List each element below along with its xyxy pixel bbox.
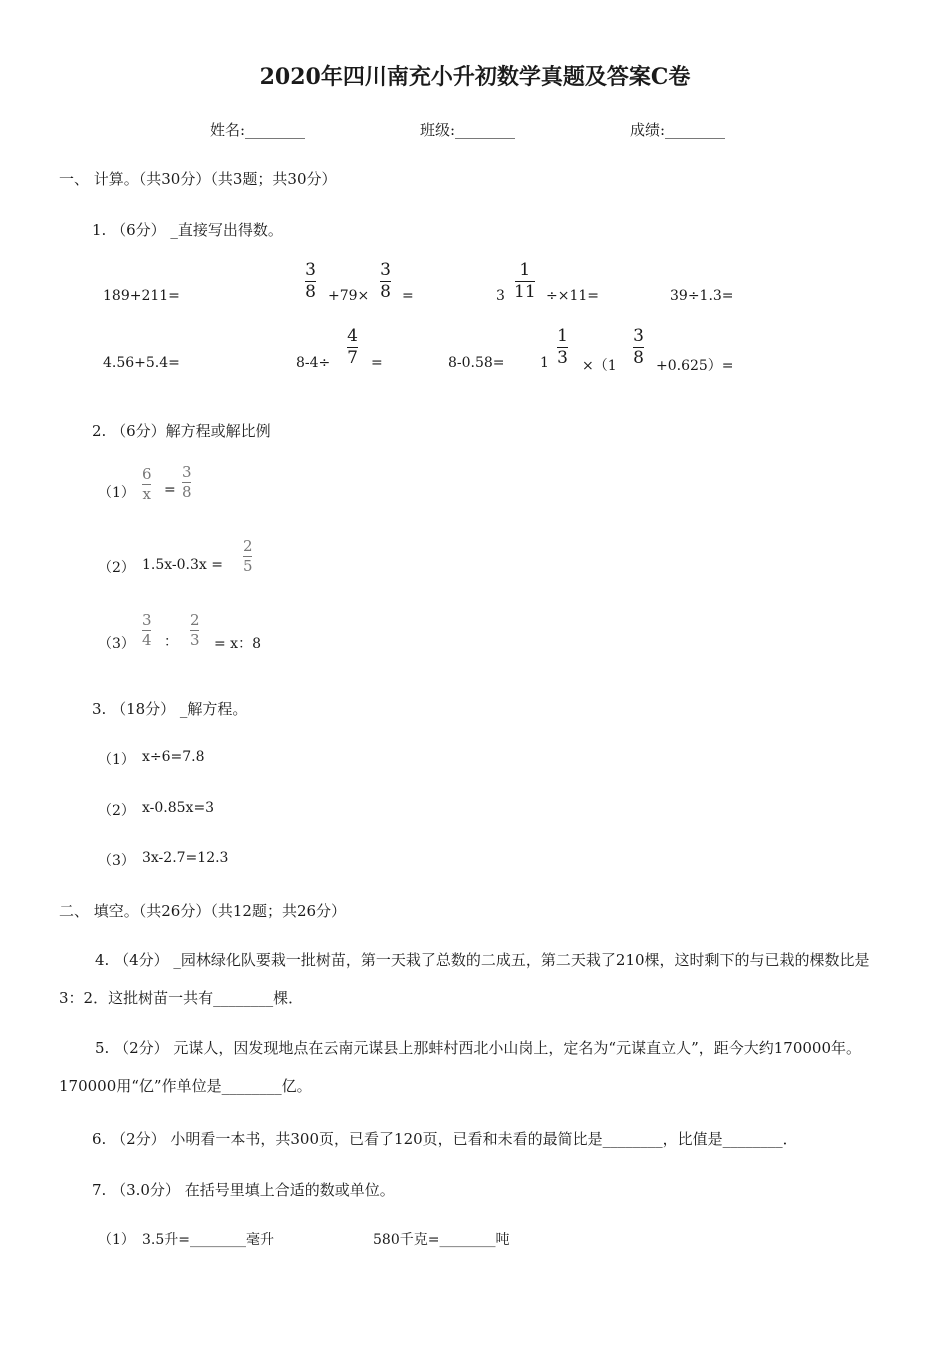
fraction [190,613,200,648]
q3-part-1-expression: x÷6=7.8 [142,749,205,765]
fraction-numerator: 3 [142,611,152,629]
fraction [182,465,192,500]
question-5: 5. （2分） 元谋人，因发现地点在云南元谋县上那蚌村西北小山岗上，定名为“元谋直立人”，距今大约170000年。170000用“亿”作单位是________亿。 [59,1039,861,1095]
fraction [557,328,568,367]
fraction-denominator: 5 [243,557,253,575]
q3-part-3-expression: 3x-2.7=12.3 [142,850,229,866]
fraction-numerator: 3 [380,260,391,280]
fraction-numerator: 3 [182,463,192,481]
calc-1e: 4.56+5.4= [103,355,180,371]
q3-part-2-label: （2） [98,803,135,819]
fraction-numerator: 3 [305,260,316,280]
calc-1a: 189+211= [103,288,180,304]
score-field[interactable]: 成绩:________ [630,121,726,139]
fraction [347,328,358,367]
q7-part-1-b: 580千克=________吨 [373,1232,510,1248]
fraction-numerator: 2 [243,537,253,555]
class-field[interactable]: 班级:________ [420,121,516,139]
question-4: 4. （4分） _园林绿化队要栽一批树苗，第一天栽了总数的二成五，第二天栽了210棵，这时剩下的与已栽的棵数比是3：2．这批树苗一共有________棵． [59,951,870,1007]
section-1-heading: 一、 计算。（共30分）（共3题；共30分） [59,170,337,188]
question-7-heading: 7. （3.0分） 在括号里填上合适的数或单位。 [92,1181,395,1199]
fraction-numerator: 1 [557,326,568,346]
fraction-denominator: 8 [305,282,316,302]
question-1-heading: 1. （6分） _直接写出得数。 [92,221,283,239]
fraction-denominator: 8 [182,483,192,501]
q2-part-3-end: = x：8 [214,636,261,652]
fraction [633,328,644,367]
fraction-denominator: x [142,485,151,503]
q3-part-1-label: （1） [98,752,135,768]
fraction [380,262,391,301]
fraction-denominator: 8 [380,282,391,302]
ratio-colon: ： [164,634,178,650]
q7-part-1-a: 3.5升=________毫升 [142,1232,274,1248]
calc-1h-end: +0.625）= [656,358,734,374]
q2-part-2-label: （2） [98,560,135,576]
fraction-denominator: 3 [190,631,200,649]
calc-1b-end: = [402,288,414,304]
fraction [142,467,152,502]
calc-1c-end: ÷×11= [546,288,600,304]
calc-1g: 8-0.58= [448,355,505,371]
fraction [142,613,152,648]
fraction-numerator: 3 [633,326,644,346]
question-6: 6. （2分） 小明看一本书，共300页，已看了120页，已看和未看的最简比是________，比值是________． [92,1130,798,1148]
question-3-heading: 3. （18分） _解方程。 [92,700,248,718]
calc-1f-end: = [371,355,383,371]
fraction-denominator: 7 [347,348,358,368]
calc-1f-pre: 8-4÷ [296,355,331,371]
q3-part-2-expression: x-0.85x=3 [142,800,215,816]
fraction-numerator: 4 [347,326,358,346]
name-field[interactable]: 姓名:________ [210,121,306,139]
page-title: 2020年四川南充小升初数学真题及答案C卷 [259,64,691,90]
fraction-numerator: 2 [190,611,200,629]
fraction-numerator: 6 [142,465,152,483]
q7-part-1-label: （1） [98,1232,135,1248]
fraction [514,262,536,301]
fraction-denominator: 11 [514,282,536,302]
fraction [243,539,253,574]
equals-sign: = [164,482,176,498]
calc-1c-whole: 3 [496,288,505,304]
section-2-heading: 二、 填空。（共26分）（共12题；共26分） [59,902,347,920]
calc-1b-middle: +79× [328,288,370,304]
q2-part-1-label: （1） [98,485,135,501]
fraction [305,262,316,301]
q3-part-3-label: （3） [98,853,135,869]
calc-1d: 39÷1.3= [670,288,734,304]
fraction-numerator: 1 [519,260,531,280]
question-2-heading: 2. （6分）解方程或解比例 [92,422,271,440]
calc-1h-middle: ×（1 [582,358,617,374]
q2-part-3-label: （3） [98,636,135,652]
fraction-denominator: 8 [633,348,644,368]
fraction-denominator: 4 [142,631,152,649]
fraction-denominator: 3 [557,348,568,368]
q2-part-2-expression: 1.5x-0.3x = [142,557,223,573]
calc-1h-whole: 1 [540,355,549,371]
